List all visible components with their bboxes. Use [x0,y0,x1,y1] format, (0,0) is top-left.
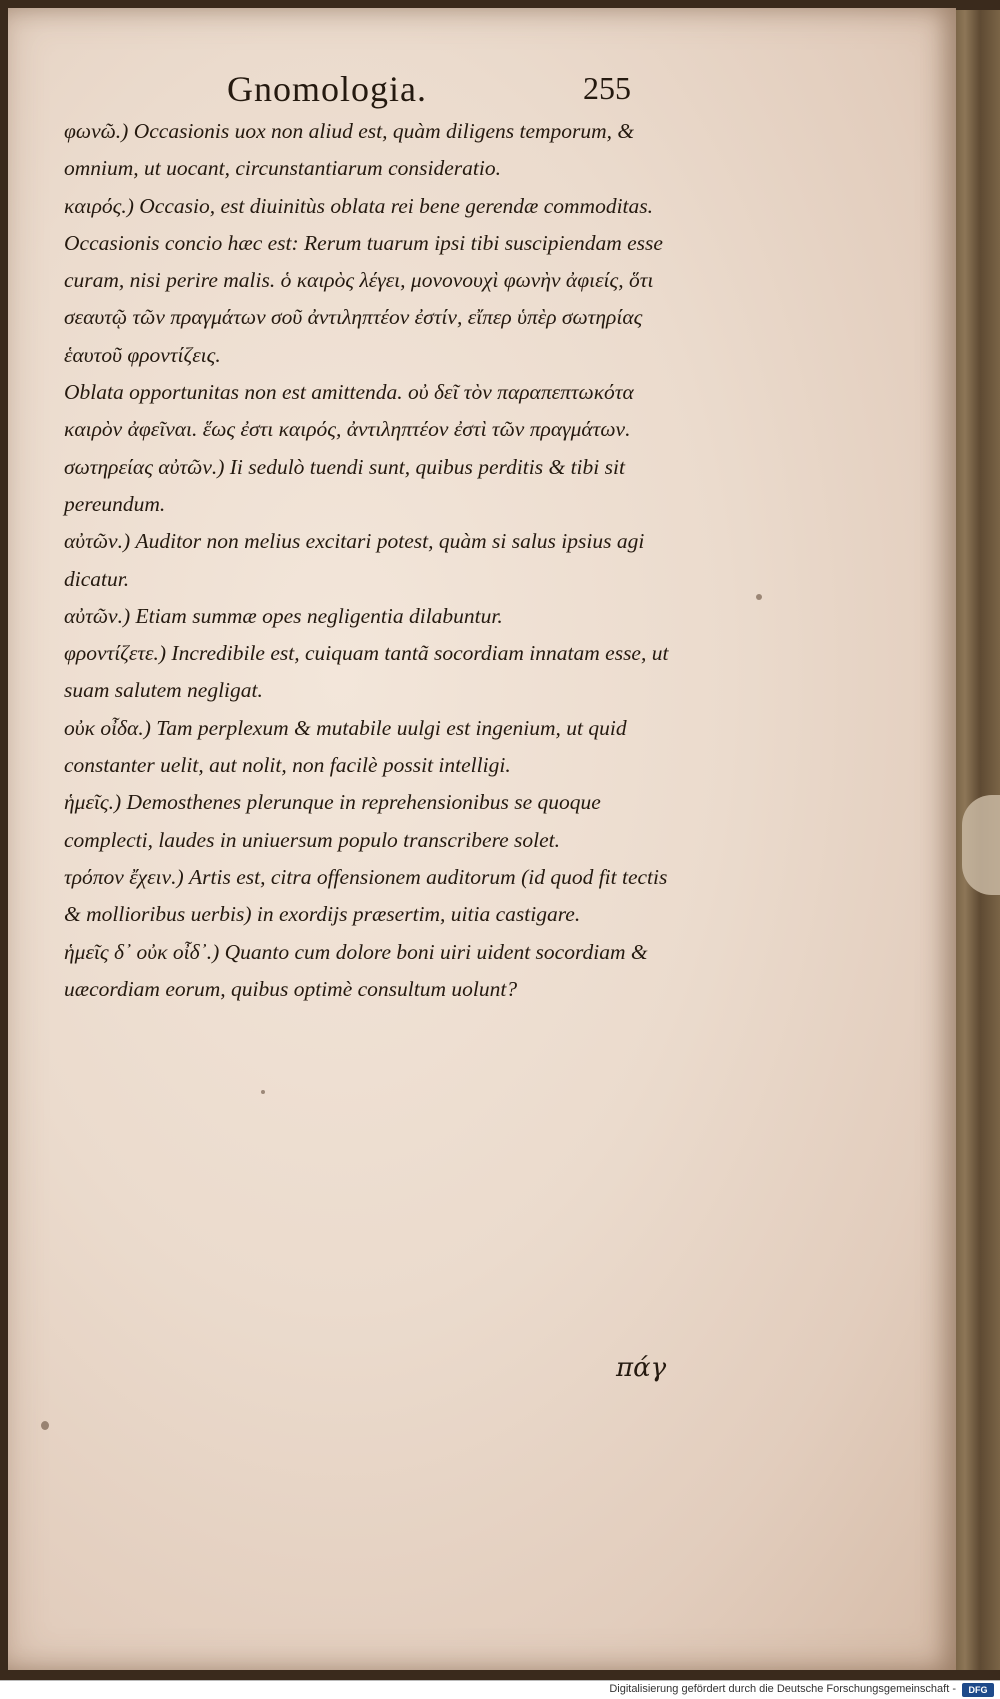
footer-bar [0,1680,1000,1699]
book-page [8,8,956,1670]
footer-credit: Digitalisierung gefördert durch die Deutsche Forschungsgemeinschaft - [609,1683,956,1695]
paragraph: φωνῶ.) Occasionis uox non aliud est, quàm diligens temporum, & omnium, ut uocant, circunstantiarum consideratio. [64,119,635,181]
body-text [26,113,686,1008]
catchword: πάγ [616,1353,667,1383]
paper-speck [41,1421,49,1430]
paragraph: ἡμεῖς δ᾽ οὐκ οἶδ᾽.) Quanto cum dolore boni uiri uident socordiam & uæcordiam eorum, quibus optimè consultum uolunt? [64,939,648,1001]
paragraph: αὐτῶν.) Etiam summæ opes negligentia dilabuntur. [64,603,503,628]
paper-speck [261,1090,265,1094]
running-header [213,68,673,114]
paragraph: φροντίζετε.) Incredibile est, cuiquam tantã socordiam innatam esse, ut suam salutem negligat. [64,641,669,703]
paragraph: Occasionis concio hæc est: Rerum tuarum ipsi tibi suscipiendam esse curam, nisi perire malis. ὁ καιρὸς λέγει, μονονουχὶ φωνὴν ἀφιείς, ὅτι σεαυτῷ τῶν πραγμάτων σοῦ ἀντιληπτέον ἐστίν, εἴπερ ὑπὲρ σωτηρίας ἑαυτοῦ φροντίζεις. [64,230,663,367]
paragraph: ἡμεῖς.) Demosthenes plerunque in reprehensionibus se quoque complecti, laudes in uniuersum populo transcribere solet. [64,790,601,852]
paragraph: οὐκ οἶδα.) Tam perplexum & mutabile uulgi est ingenium, ut quid constanter uelit, aut nolit, non facilè possit intelligi. [64,715,627,778]
page-number: 255 [583,70,631,106]
dfg-logo: DFG [962,1683,994,1697]
paragraph: σωτηρείας αὐτῶν.) Ii sedulò tuendi sunt, quibus perditis & tibi sit pereundum. [64,454,625,516]
paper-speck [756,594,762,600]
paragraph: Oblata opportunitas non est amittenda. οὐ δεῖ τὸν παραπεπτωκότα καιρὸν ἀφεῖναι. ἕως ἐστι καιρός, ἀντιληπτέον ἐστὶ τῶν πραγμάτων. [64,380,634,442]
running-title: Gnomologia. [227,69,427,109]
page-tab [962,795,1000,895]
paragraph: τρόπον ἔχειν.) Artis est, citra offensionem auditorum (id quod fit tectis & mollioribus uerbis) in exordijs præsertim, uitia castigare. [64,864,668,927]
paragraph: καιρός.) Occasio, est diuinitùs oblata rei bene gerendæ commoditas. [64,193,654,218]
paragraph: αὐτῶν.) Auditor non melius excitari potest, quàm si salus ipsius agi dicatur. [64,529,645,591]
